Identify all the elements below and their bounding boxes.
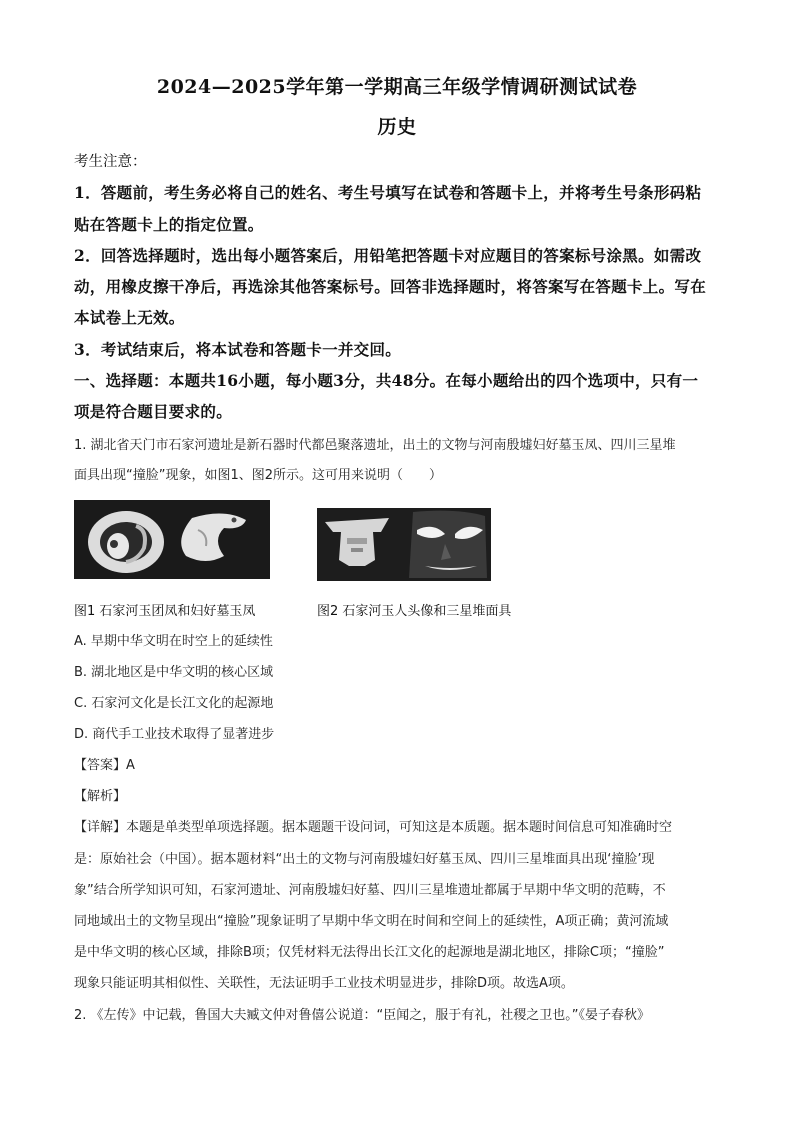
q1-option-c: C. 石家河文化是长江文化的起源地 xyxy=(74,696,274,711)
q1-explanation-line6: 现象只能证明其相似性、关联性，无法证明手工业技术明显进步，排除D项。故选A项。 xyxy=(74,976,574,991)
q1-answer xyxy=(74,754,135,773)
jade-phoenix-icon xyxy=(74,500,270,579)
notice-item-3: 3．考试结束后，将本试卷和答题卡一并交回。 xyxy=(74,340,402,359)
notice-item-2c: 本试卷上无效。 xyxy=(74,308,185,327)
q1-analysis-label: 【解析】 xyxy=(74,789,127,804)
bronze-mask-icon xyxy=(317,508,491,581)
notice-item-1b: 贴在答题卡上的指定位置。 xyxy=(74,215,264,234)
answer-value: A xyxy=(126,758,135,773)
figure-2-mask-image xyxy=(317,508,491,581)
answer-label: 【答案】 xyxy=(74,758,127,773)
q1-stem-line1: 1. 湖北省天门市石家河遗址是新石器时代都邑聚落遗址，出土的文物与河南殷墟妇好墓玉凤、四川三星堆 xyxy=(74,438,676,453)
q1-option-a: A. 早期中华文明在时空上的延续性 xyxy=(74,634,273,649)
q1-explanation-line3: 象”结合所学知识可知，石家河遗址、河南殷墟妇好墓、四川三星堆遗址都属于早期中华文明的范畴，不 xyxy=(74,883,666,898)
figure-1-caption: 图1 石家河玉团凤和妇好墓玉凤 xyxy=(74,604,256,619)
section-heading-line1: 一、选择题：本题共16小题，每小题3分，共48分。在每小题给出的四个选项中，只有一 xyxy=(74,371,699,390)
figure-1-jade-phoenix-image xyxy=(74,500,270,579)
notice-item-1a: 1．答题前，考生务必将自己的姓名、考生号填写在试卷和答题卡上，并将考生号条形码粘 xyxy=(74,183,702,202)
q1-option-b: B. 湖北地区是中华文明的核心区域 xyxy=(74,665,274,680)
notice-item-2a: 2．回答选择题时，选出每小题答案后，用铅笔把答题卡对应题目的答案标号涂黑。如需改 xyxy=(74,246,702,265)
section-heading-line2: 项是符合题目要求的。 xyxy=(74,402,233,421)
q2-stem-line1: 2. 《左传》中记载，鲁国大夫臧文仲对鲁僖公说道：“臣闻之，服于有礼，社稷之卫也。”《晏子春秋》 xyxy=(74,1008,651,1023)
q1-option-d: D. 商代手工业技术取得了显著进步 xyxy=(74,727,275,742)
q1-explanation-line2: 是：原始社会（中国）。据本题材料“出土的文物与河南殷墟妇好墓玉凤、四川三星堆面具出现‘撞脸’现 xyxy=(74,852,655,867)
q1-explanation-line4: 同地域出土的文物呈现出“撞脸”现象证明了早期中华文明在时间和空间上的延续性，A项正确；黄河流域 xyxy=(74,914,669,929)
figure-2-caption: 图2 石家河玉人头像和三星堆面具 xyxy=(317,604,512,619)
notice-item-2b: 动，用橡皮擦干净后，再选涂其他答案标号。回答非选择题时，将答案写在答题卡上。写在 xyxy=(74,277,707,296)
q1-stem-line2: 面具出现“撞脸”现象，如图1、图2所示。这可用来说明（ ） xyxy=(74,468,443,483)
q1-explanation-line5: 是中华文明的核心区域，排除B项；仅凭材料无法得出长江文化的起源地是湖北地区，排除C项；“撞脸” xyxy=(74,945,665,960)
notice-heading: 考生注意： xyxy=(74,154,147,170)
exam-title: 2024—2025学年第一学期高三年级学情调研测试试卷 xyxy=(156,76,638,98)
q1-explanation-line1: 【详解】本题是单类型单项选择题。据本题题干设问词，可知这是本质题。据本题时间信息可知准确时空 xyxy=(74,820,673,835)
subject-title: 历史 xyxy=(377,116,417,138)
